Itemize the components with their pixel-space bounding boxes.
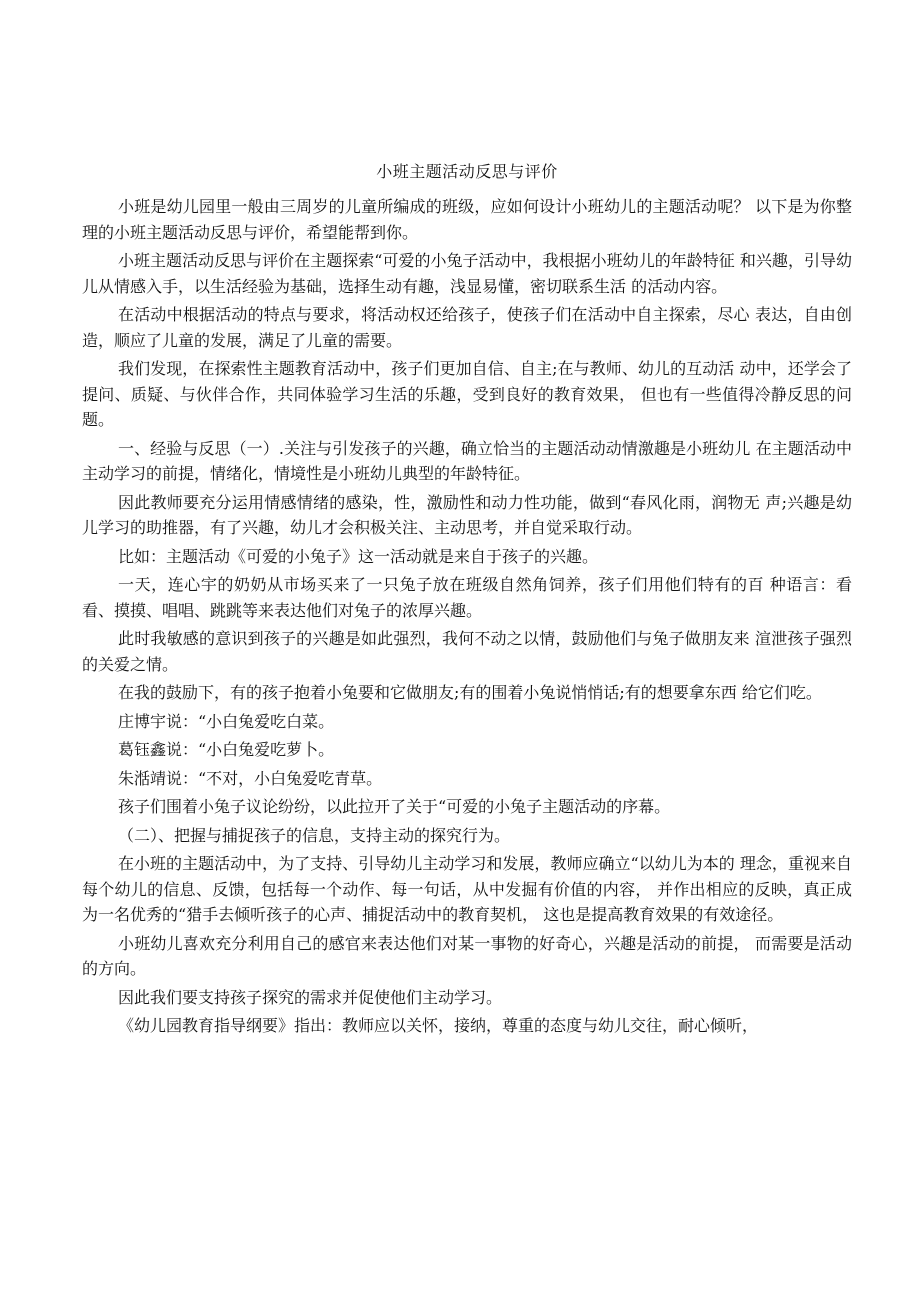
paragraph: 《幼儿园教育指导纲要》指出：教师应以关怀，接纳，尊重的态度与幼儿交往，耐心倾听， [118, 1016, 759, 1035]
document-title: 小班主题活动反思与评价 [376, 162, 558, 181]
paragraph: 此时我敏感的意识到孩子的兴趣是如此强烈，我何不动之以情，鼓励他们与兔子做朋友来 渲泄孩子强烈的关爱之情。 [82, 629, 852, 674]
document-page [82, 160, 852, 1042]
paragraph: 葛钰鑫说：“小白兔爱吃萝卜。 [118, 740, 335, 759]
paragraph: 一天，连心宇的奶奶从市场买来了一只兔子放在班级自然角饲养，孩子们用他们特有的百 种语言：看看、摸摸、唱唱、跳跳等来表达他们对兔子的浓厚兴趣。 [82, 575, 852, 620]
document-body [82, 194, 852, 1039]
paragraph: 在我的鼓励下，有的孩子抱着小兔要和它做朋友;有的围着小兔说悄悄话;有的想要拿东西 给它们吃。 [118, 683, 822, 702]
paragraph: 我们发现，在探索性主题教育活动中，孩子们更加自信、自主;在与教师、幼儿的互动活 动中，还学会了提问、质疑、与伙伴合作，共同体验学习生活的乐趣，受到良好的教育效果， 但也有一些值得冷静反思的问题。 [82, 359, 852, 429]
paragraph: （二）、把握与捕捉孩子的信息，支持主动的探究行为。 [118, 825, 511, 845]
paragraph: 在小班的主题活动中，为了支持、引导幼儿主动学习和发展，教师应确立“以幼儿为本的 理念，重视来自每个幼儿的信息、反馈，包括每一个动作、每一句话，从中发掘有价值的内容， 并作出相应的反映，真正成为一名优秀的“猎手去倾听孩子的心声、捕捉活动中的教育契机， 这也是提高教育效果的有效途径。 [82, 854, 852, 924]
paragraph: 因此教师要充分运用情感情绪的感染，性，激励性和动力性功能，做到“春风化雨，润物无 声;兴趣是幼儿学习的助推器，有了兴趣，幼儿才会积极关注、主动思考，并自觉采取行动。 [82, 492, 852, 537]
paragraph: 小班主题活动反思与评价在主题探索“可爱的小兔子活动中，我根据小班幼儿的年龄特征 和兴趣，引导幼儿从情感入手，以生活经验为基础，选择生动有趣，浅显易懂，密切联系生活 的活动内容。 [82, 251, 852, 296]
paragraph: 小班是幼儿园里一般由三周岁的儿童所编成的班级，应如何设计小班幼儿的主题活动呢？ 以下是为你整理的小班主题活动反思与评价，希望能帮到你。 [82, 197, 852, 242]
paragraph: 比如：主题活动《可爱的小兔子》这一活动就是来自于孩子的兴趣。 [118, 546, 599, 566]
paragraph: 在活动中根据活动的特点与要求，将活动权还给孩子，使孩子们在活动中自主探索，尽心 表达，自由创造，顺应了儿童的发展，满足了儿童的需要。 [82, 305, 852, 350]
paragraph: 因此我们要支持孩子探究的需求并促使他们主动学习。 [118, 987, 503, 1007]
paragraph: 一、经验与反思（一）.关注与引发孩子的兴趣，确立恰当的主题活动动情激趣是小班幼儿 在主题活动中主动学习的前提，情绪化，情境性是小班幼儿典型的年龄特征。 [82, 438, 852, 483]
paragraph: 小班幼儿喜欢充分利用自己的感官来表达他们对某一事物的好奇心，兴趣是活动的前提， 而需要是活动的方向。 [82, 933, 852, 978]
paragraph: 庄博宇说：“小白兔爱吃白菜。 [118, 711, 335, 731]
paragraph: 孩子们围着小兔子议论纷纷，以此拉开了关于“可爱的小兔子主题活动的序幕。 [118, 797, 671, 816]
paragraph: 朱湉靖说：“不对，小白兔爱吃青草。 [118, 768, 383, 788]
